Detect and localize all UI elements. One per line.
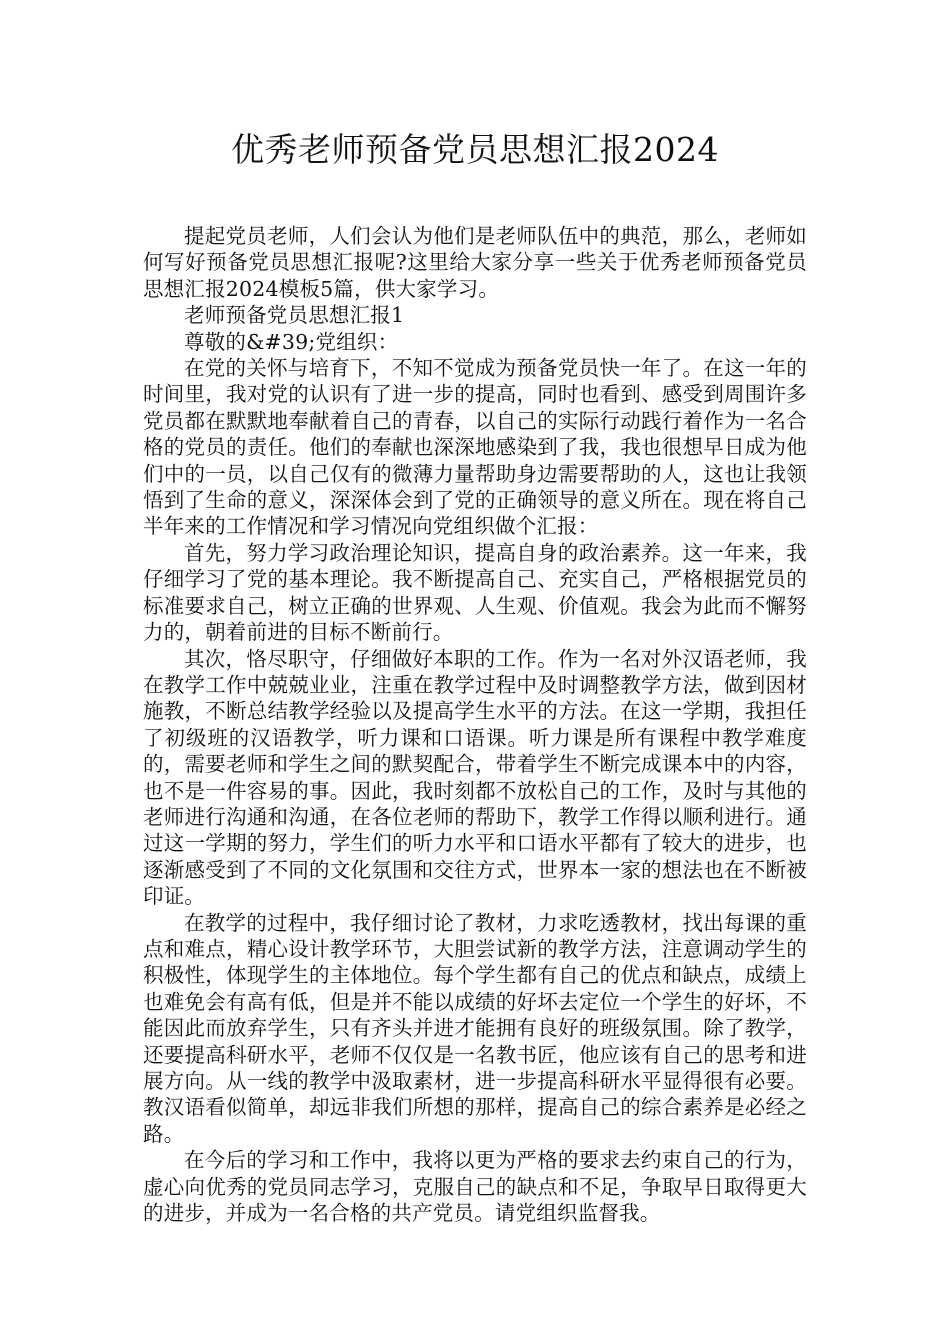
- intro-paragraph: 提起党员老师，人们会认为他们是老师队伍中的典范，那么，老师如何写好预备党员思想汇报呢?这里给大家分享一些关于优秀老师预备党员思想汇报2024模板5篇，供大家学习。: [143, 224, 807, 301]
- body-paragraph: 在教学的过程中，我仔细讨论了教材，力求吃透教材，找出每课的重点和难点，精心设计教学环节，大胆尝试新的教学方法，注意调动学生的积极性，体现学生的主体地位。每个学生都有自己的优点和缺点，成绩上也难免会有高有低，但是并不能以成绩的好坏去定位一个学生的好坏，不能因此而放弃学生，只有齐头并进才能拥有良好的班级氛围。除了教学，还要提高科研水平，老师不仅仅是一名教书匠，他应该有自己的思考和进展方向。从一线的教学中汲取素材，进一步提高科研水平显得很有必要。教汉语看似简单，却远非我们所想的那样，提高自己的综合素养是必经之路。: [143, 910, 807, 1146]
- section-heading: 老师预备党员思想汇报1: [184, 303, 405, 328]
- closing-paragraph: 在今后的学习和工作中，我将以更为严格的要求去约束自己的行为，虚心向优秀的党员同志学习，克服自己的缺点和不足，争取早日取得更大的进步，并成为一名合格的共产党员。请党组织监督我。: [143, 1148, 807, 1226]
- document-title: 优秀老师预备党员思想汇报2024: [231, 130, 719, 169]
- document-body: [143, 223, 807, 1226]
- body-paragraph: 在党的关怀与培育下，不知不觉成为预备党员快一年了。在这一年的时间里，我对党的认识有了进一步的提高，同时也看到、感受到周围许多党员都在默默地奉献着自己的青春，以自己的实际行动践行着作为一名合格的党员的责任。他们的奉献也深深地感染到了我，我也很想早日成为他们中的一员，以自己仅有的微薄力量帮助身边需要帮助的人，这也让我领悟到了生命的意义，深深体会到了党的正确领导的意义所在。现在将自己半年来的工作情况和学习情况向党组织做个汇报：: [143, 356, 807, 539]
- body-paragraph: 其次，恪尽职守，仔细做好本职的工作。作为一名对外汉语老师，我在教学工作中兢兢业业，注重在教学过程中及时调整教学方法，做到因材施教，不断总结教学经验以及提高学生水平的方法。在这一学期，我担任了初级班的汉语教学，听力课和口语课。听力课是所有课程中教学难度的，需要老师和学生之间的默契配合，带着学生不断完成课本中的内容，也不是一件容易的事。因此，我时刻都不放松自己的工作，及时与其他的老师进行沟通和沟通，在各位老师的帮助下，教学工作得以顺利进行。通过这一学期的努力，学生们的听力水平和口语水平都有了较大的进步，也逐渐感受到了不同的文化氛围和交往方式，世界本一家的想法也在不断被印证。: [143, 646, 807, 909]
- salutation: 尊敬的&#39;党组织：: [184, 329, 399, 354]
- body-paragraph: 首先，努力学习政治理论知识，提高自身的政治素养。这一年来，我仔细学习了党的基本理论。我不断提高自己、充实自己，严格根据党员的标准要求自己，树立正确的世界观、人生观、价值观。我会为此而不懈努力的，朝着前进的目标不断前行。: [143, 540, 807, 645]
